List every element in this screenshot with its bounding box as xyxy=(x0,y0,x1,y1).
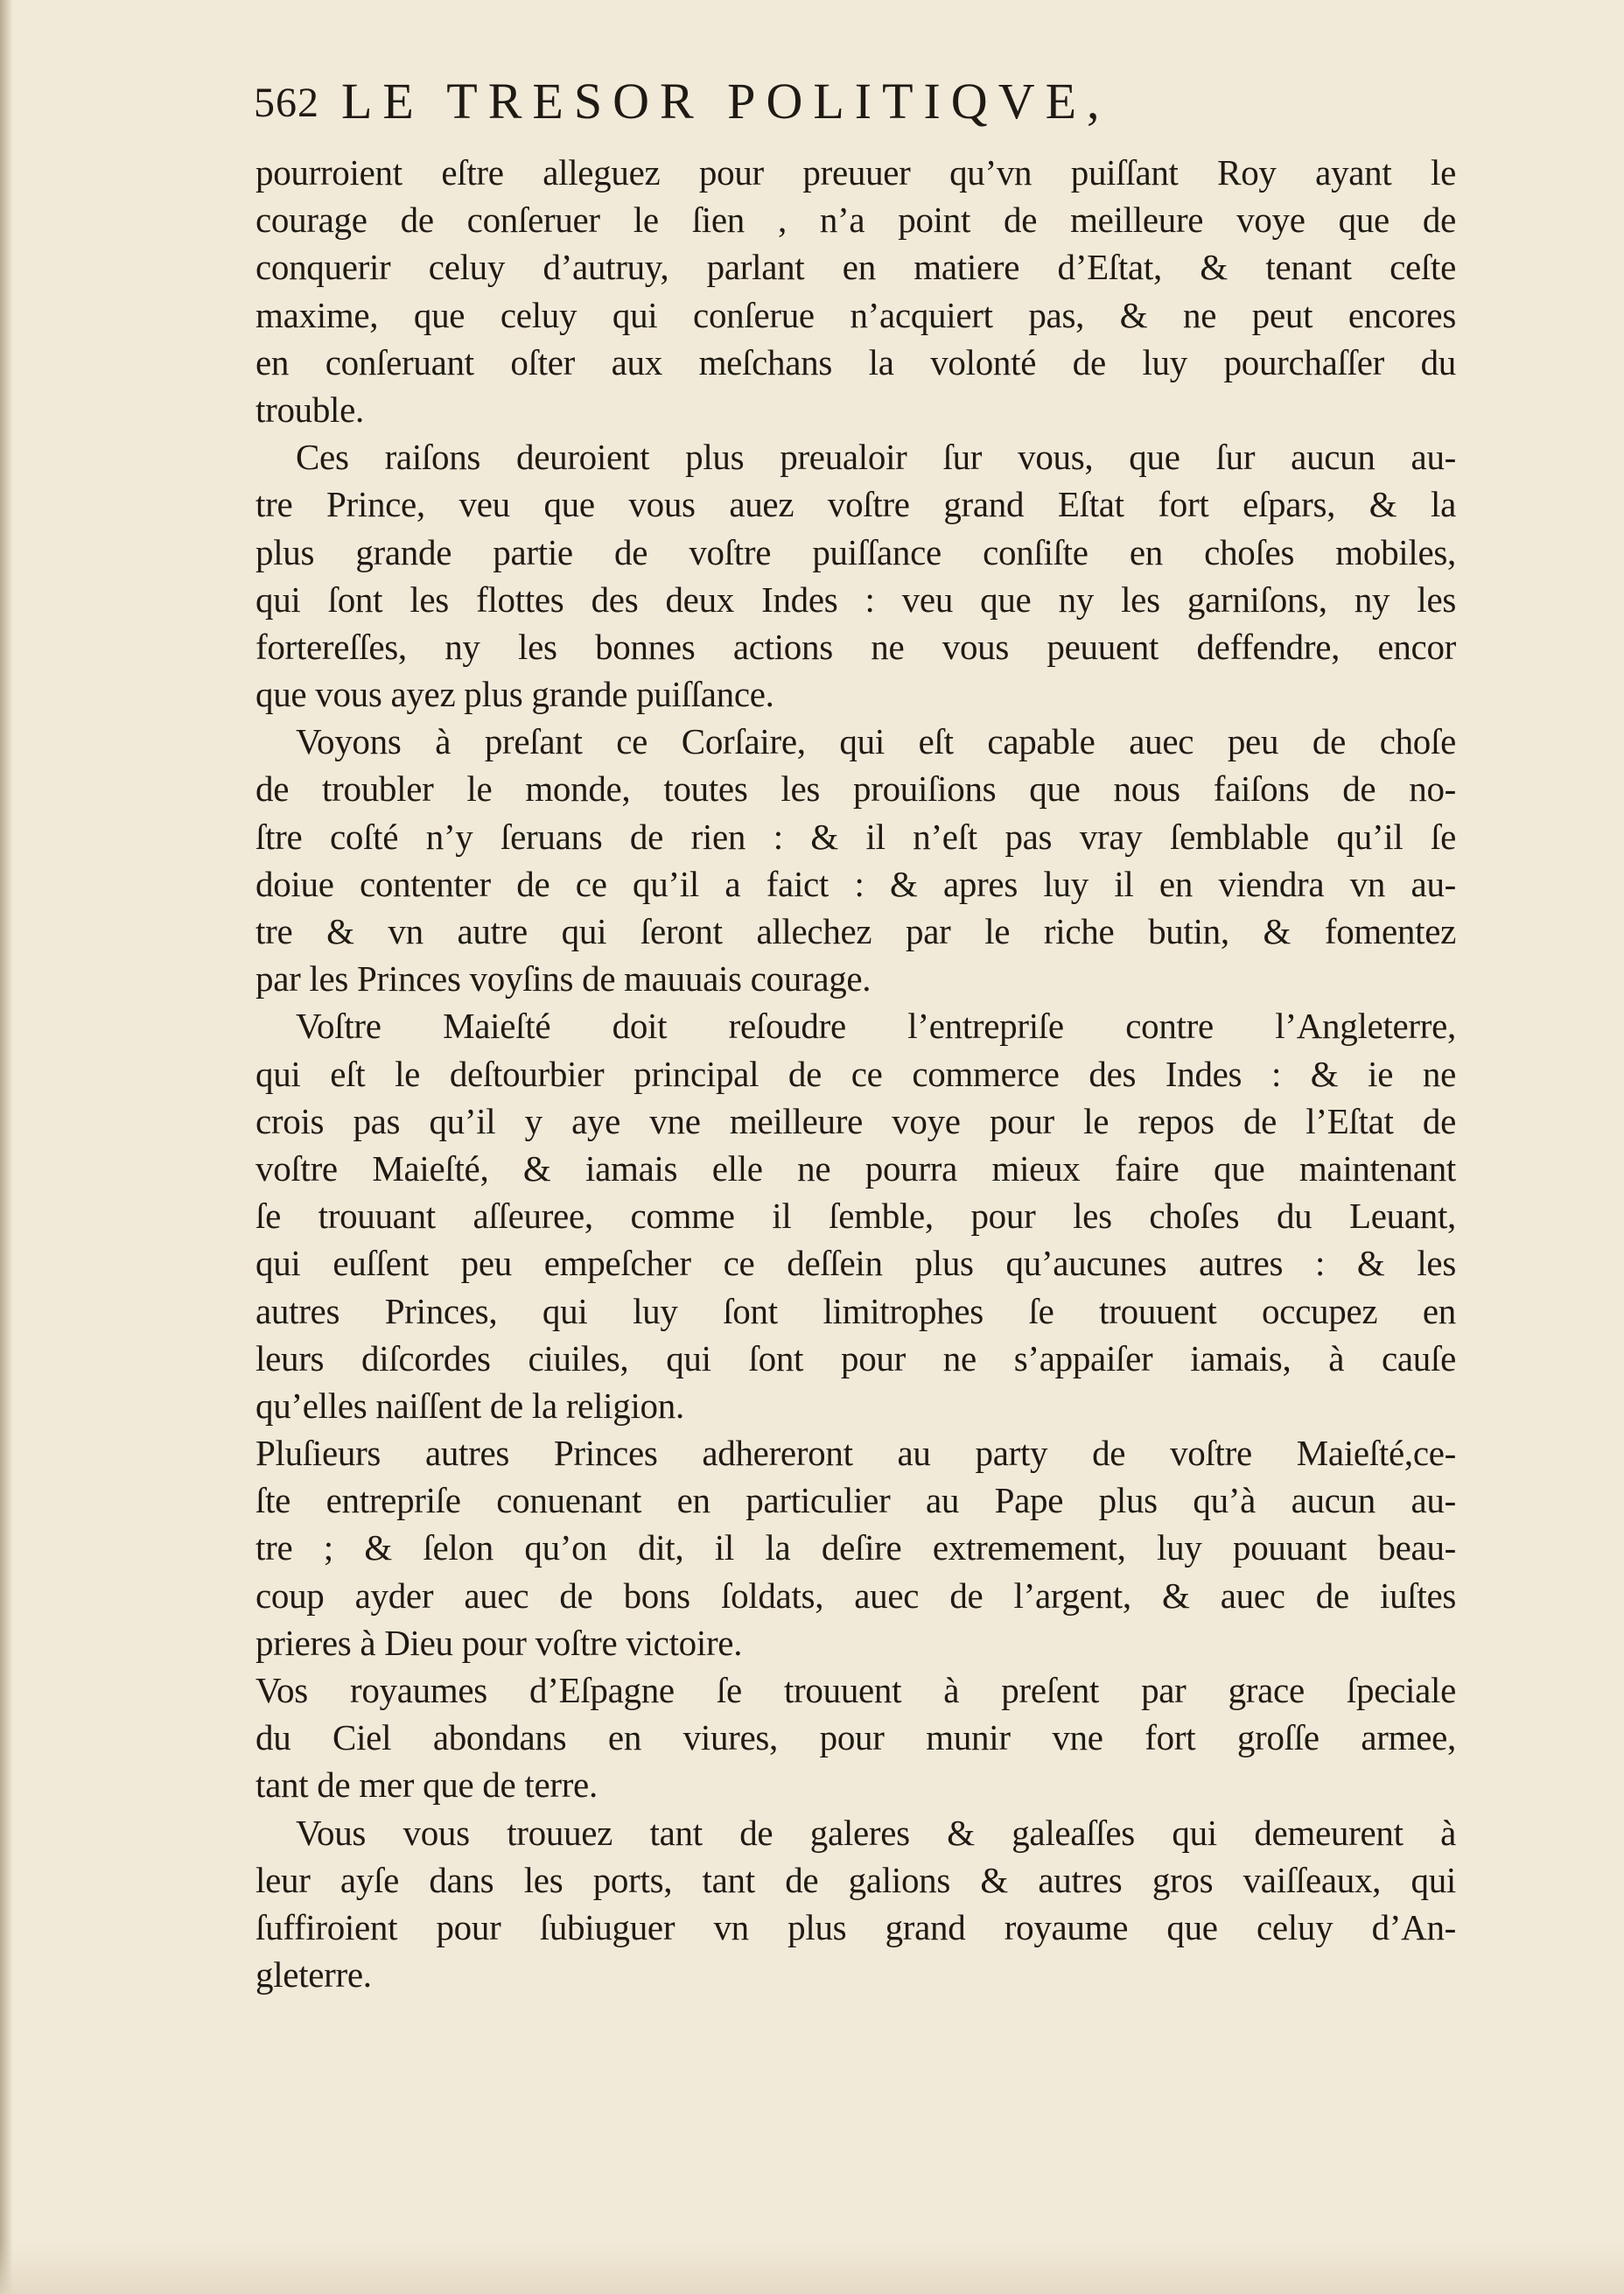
paragraph-start-line: Voſtre Maieſté doit reſoudre l’entrepriſe contre l’Angleterre, xyxy=(296,1006,1456,1047)
text-line: voſtre Maieſté, & iamais elle ne pourra mieux faire que maintenant xyxy=(256,1147,1456,1189)
page-bottom-shading xyxy=(0,2241,1624,2294)
text-line: ſe trouuant aſſeuree, comme il ſemble, pour les choſes du Leuant, xyxy=(256,1196,1456,1237)
text-line: ſte entrepriſe conuenant en particulier au Pape plus qu’à aucun au- xyxy=(256,1480,1456,1521)
text-line: forterеſſes, ny les bonnes actions ne vous peuuent deffendre, encor xyxy=(256,626,1456,667)
paragraph-start-line: Pluſieurs autres Princes adhereront au party de voſtre Maieſté,ce- xyxy=(256,1433,1456,1474)
text-line: qui eſt le deſtourbier principal de ce commerce des Indes : & ie ne xyxy=(256,1053,1456,1094)
text-line: de troubler le monde, toutes les prouiſions que nous faiſons de no- xyxy=(256,768,1456,810)
text-line: qui ſont les flottes des deux Indes : veu que ny les garniſons, ny les xyxy=(256,579,1456,620)
paragraph-end-line: prieres à Dieu pour voſtre victoire. xyxy=(256,1622,743,1663)
body-text xyxy=(256,149,1456,1998)
text-line: plus grande partie de voſtre puiſſance conſiſte en choſes mobiles, xyxy=(256,531,1456,572)
paragraph-end-line: par les Princes voyſins de mauuais courage. xyxy=(256,958,872,1000)
text-line: leur ayſe dans les ports, tant de galions & autres gros vaiſſeaux, qui xyxy=(256,1859,1456,1900)
text-line: maxime, que celuy qui conſerue n’acquiert pas, & ne peut encores xyxy=(256,294,1456,335)
paragraph-start-line: Voyons à preſant ce Corſaire, qui eſt capable auec peu de choſe xyxy=(296,721,1456,762)
page-number: 562 xyxy=(254,80,319,126)
text-line: coup ayder auec de bons ſoldats, auec de l’argent, & auec de iuſtes xyxy=(256,1575,1456,1616)
paragraph-end-line: qu’elles naiſſent de la religion. xyxy=(256,1385,684,1426)
paragraph-end-line: que vous ayez plus grande puiſſance. xyxy=(256,674,774,715)
paragraph-end-line: trouble. xyxy=(256,389,364,430)
text-line: en conſeruant oſter aux meſchans la volonté de luy pourchaſſer du xyxy=(256,341,1456,382)
paragraph-start-line: Ces raiſons deuroient plus preualoir ſur vous, que ſur aucun au- xyxy=(296,437,1456,478)
text-line: autres Princes, qui luy ſont limitrophes ſe trouuent occupez en xyxy=(256,1290,1456,1331)
text-line: pourroient eſtre alleguez pour preuuer qu’vn puiſſant Roy ayant le xyxy=(256,152,1456,193)
text-line: tre & vn autre qui ſeront allechez par le riche butin, & fomentez xyxy=(256,911,1456,951)
text-line: courage de conſeruer le ſien , n’a point de meilleure voye que de xyxy=(256,200,1456,241)
running-head xyxy=(254,72,1444,142)
text-line: leurs diſcordes ciuiles, qui ſont pour ne s’appaiſer iamais, à cauſe xyxy=(256,1337,1456,1379)
text-line: du Ciel abondans en viures, pour munir vne fort groſſe armee, xyxy=(256,1717,1456,1758)
text-line: crois pas qu’il y aye vne meilleure voye pour le repos de l’Eſtat de xyxy=(256,1100,1456,1141)
running-title: LE TRESOR POLITIQVE, xyxy=(341,73,1110,130)
text-line: doiue contenter de ce qu’il a faict : & apres luy il en viendra vn au- xyxy=(256,863,1456,904)
text-line: tre Prince, veu que vous auez voſtre grand Eſtat fort eſpars, & la xyxy=(256,484,1456,525)
paragraph-end-line: gleterre. xyxy=(256,1954,372,1996)
paragraph-start-line: Vos royaumes d’Eſpagne ſe trouuent à preſent par grace ſpeciale xyxy=(256,1670,1456,1710)
text-line: qui euſſent peu empeſcher ce deſſein plus qu’aucunes autres : & les xyxy=(256,1243,1456,1284)
text-line: ſtre coſté n’y ſeruans de rien : & il n’eſt pas vray ſemblable qu’il ſe xyxy=(256,816,1456,857)
text-line: conquerir celuy d’autruy, parlant en matiere d’Eſtat, & tenant ceſte xyxy=(256,247,1456,288)
text-line: ſuffiroient pour ſubiuguer vn plus grand royaume que celuy d’An- xyxy=(256,1906,1456,1947)
paragraph-end-line: tant de mer que de terre. xyxy=(256,1764,598,1806)
text-line: tre ; & ſelon qu’on dit, il la deſire extremement, luy pouuant beau- xyxy=(256,1527,1456,1568)
paragraph-start-line: Vous vous trouuez tant de galeres & galeaſſes qui demeurent à xyxy=(296,1812,1456,1853)
